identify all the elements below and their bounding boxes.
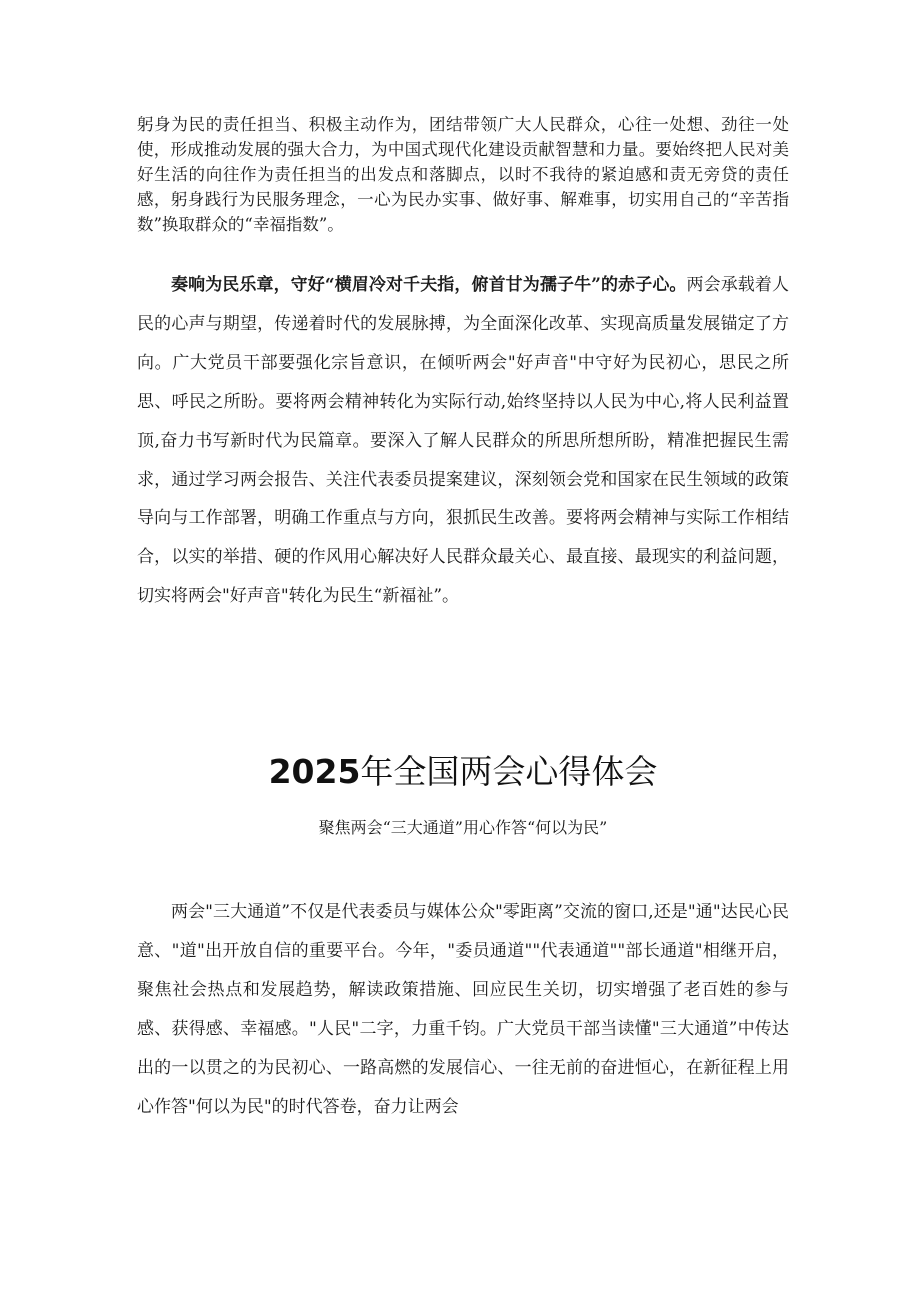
title-text: 年全国两会心得体会 bbox=[360, 752, 658, 791]
paragraph-continued: 躬身为民的责任担当、积极主动作为，团结带领广大人民群众，心往一处想、劲往一处使，形成推动发展的强大合力，为中国式现代化建设贡献智慧和力量。要始终把人民对美好生活的向往作为责任担当的出发点和落脚点，以时不我待的紧迫感和责无旁贷的责任感，躬身践行为民服务理念，一心为民办实事、做好事、解难事，切实用自己的“辛苦指数”换取群众的“幸福指数”。 bbox=[137, 115, 789, 234]
paragraph-three-channels: 两会"三大通道”不仅是代表委员与媒体公众"零距离”交流的窗口,还是"通"达民心民意、"道"出开放自信的重要平台。今年，"委员通道""代表通道""部长通道"相继开启，聚焦社会热点和发展趋势，解读政策措施、回应民生关切，切实增强了老百姓的参与感、获得感、幸福感。"人民"二字，力重千钧。广大党员干部当读懂"三大通道”中传达出的一以贯之的为民初心、一路高燃的发展信心、一往无前的奋进恒心，在新征程上用心作答"何以为民"的时代答卷，奋力让两会 bbox=[137, 902, 789, 1117]
page-title bbox=[137, 748, 789, 796]
title-year: 2025 bbox=[268, 752, 361, 791]
page-subtitle: 聚焦两会“三大通道”用心作答“何以为民” bbox=[318, 818, 608, 837]
paragraph-body-text: 两会承载着人民的心声与期望，传递着时代的发展脉搏，为全面深化改革、实现高质量发展锚定了方向。广大党员干部要强化宗旨意识，在倾听两会"好声音"中守好为民初心，思民之所思、呼民之所盼。要将两会精神转化为实际行动,始终坚持以人民为中心,将人民利益置顶,奋力书写新时代为民篇章。要深入了解人民群众的所思所想所盼，精准把握民生需求，通过学习两会报告、关注代表委员提案建议，深刻领会党和国家在民生领域的政策导向与工作部署，明确工作重点与方向，狠抓民生改善。要将两会精神与实际工作相结合，以实的举措、硬的作风用心解决好人民群众最关心、最直接、最现实的利益问题，切实将两会"好声音"转化为民生“新福祉”。 bbox=[137, 275, 789, 607]
paragraph-for-the-people bbox=[137, 266, 789, 616]
paragraph-lead-sentence: 奏响为民乐章，守好“横眉冷对千夫指，俯首甘为孺子牛”的赤子心。 bbox=[171, 275, 687, 295]
